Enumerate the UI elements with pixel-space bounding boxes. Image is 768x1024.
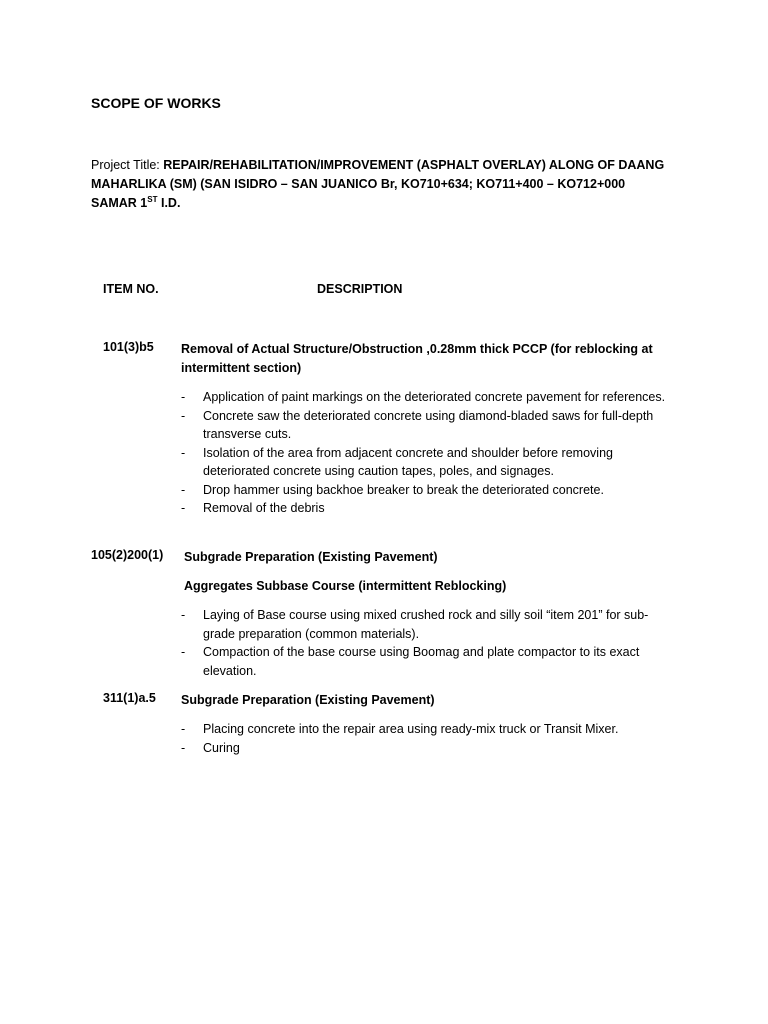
item-title: Subgrade Preparation (Existing Pavement) bbox=[181, 693, 435, 707]
item-bullet-list bbox=[181, 720, 671, 757]
project-title-label: Project Title: bbox=[91, 158, 164, 172]
list-item: - Concrete saw the deteriorated concrete using diamond-bladed saws for full-depth transverse cuts. bbox=[181, 408, 654, 441]
column-header-item-no: ITEM NO. bbox=[103, 282, 159, 296]
project-title-block bbox=[91, 156, 671, 213]
list-item: - Application of paint markings on the deteriorated concrete pavement for references. bbox=[181, 390, 666, 404]
list-item: - Laying of Base course using mixed crushed rock and silly soil “item 201” for sub-grade preparation (common materials). bbox=[181, 608, 649, 641]
item-code: 101(3)b5 bbox=[103, 340, 154, 354]
item-subtitle: Aggregates Subbase Course (intermittent Reblocking) bbox=[184, 579, 507, 593]
list-item: - Isolation of the area from adjacent concrete and shoulder before removing deteriorated concrete using caution tapes, poles, and signages. bbox=[181, 445, 613, 478]
item-bullet-list bbox=[181, 388, 671, 518]
list-item: - Placing concrete into the repair area using ready-mix truck or Transit Mixer. bbox=[181, 722, 619, 736]
document-heading: SCOPE OF WORKS bbox=[91, 95, 221, 111]
item-code: 311(1)a.5 bbox=[103, 691, 156, 705]
item-title: Removal of Actual Structure/Obstruction ,0.28mm thick PCCP (for reblocking at intermittent section) bbox=[181, 342, 653, 375]
item-code: 105(2)200(1) bbox=[91, 548, 164, 562]
list-item: - Compaction of the base course using Boomag and plate compactor to its exact elevation. bbox=[181, 645, 640, 678]
item-bullet-list bbox=[181, 606, 671, 680]
list-item: - Curing bbox=[181, 740, 240, 755]
item-title: Subgrade Preparation (Existing Pavement) bbox=[184, 550, 438, 564]
project-title-text: REPAIR/REHABILITATION/IMPROVEMENT (ASPHALT OVERLAY) ALONG OF DAANG MAHARLIKA (SM) (SAN ISIDRO – SAN JUANICO Br, KO710+634; KO711+400 – KO712+000 SAMAR 1 bbox=[91, 158, 665, 210]
list-item: - Drop hammer using backhoe breaker to break the deteriorated concrete. bbox=[181, 482, 604, 497]
list-item: - Removal of the debris bbox=[181, 501, 325, 515]
project-title-suffix: I.D. bbox=[157, 196, 181, 210]
project-title-superscript: ST bbox=[147, 194, 158, 204]
column-header-description: DESCRIPTION bbox=[317, 282, 403, 296]
